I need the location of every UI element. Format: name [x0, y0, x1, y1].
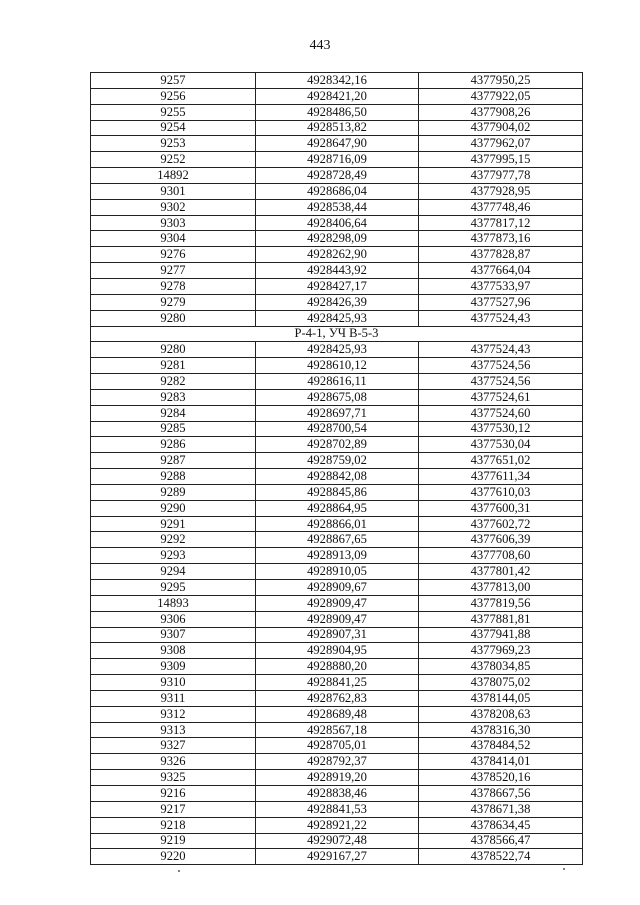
- x-coordinate-cell: 4928486,50: [256, 104, 419, 120]
- y-coordinate-cell: 4378667,56: [419, 785, 583, 801]
- table-row: [91, 469, 583, 485]
- y-coordinate-cell: 4378520,16: [419, 770, 583, 786]
- table-row: [91, 342, 583, 358]
- y-coordinate-cell: 4378671,38: [419, 801, 583, 817]
- x-coordinate-cell: 4928880,20: [256, 659, 419, 675]
- point-number-cell: 9306: [91, 611, 256, 627]
- point-number-cell: 9287: [91, 453, 256, 469]
- point-number-cell: 9280: [91, 342, 256, 358]
- table-row: [91, 722, 583, 738]
- point-number-cell: 9281: [91, 358, 256, 374]
- x-coordinate-cell: 4928838,46: [256, 785, 419, 801]
- x-coordinate-cell: 4928406,64: [256, 215, 419, 231]
- y-coordinate-cell: 4377995,15: [419, 152, 583, 168]
- x-coordinate-cell: 4928700,54: [256, 421, 419, 437]
- x-coordinate-cell: 4928845,86: [256, 484, 419, 500]
- x-coordinate-cell: 4928616,11: [256, 374, 419, 390]
- table-row: [91, 532, 583, 548]
- x-coordinate-cell: 4928262,90: [256, 247, 419, 263]
- table-row: [91, 374, 583, 390]
- section-title: Р-4-1, УЧ В-5-3: [91, 326, 583, 342]
- x-coordinate-cell: 4928697,71: [256, 405, 419, 421]
- x-coordinate-cell: 4928610,12: [256, 358, 419, 374]
- point-number-cell: 9325: [91, 770, 256, 786]
- y-coordinate-cell: 4377904,02: [419, 120, 583, 136]
- point-number-cell: 9256: [91, 88, 256, 104]
- x-coordinate-cell: 4928675,08: [256, 389, 419, 405]
- y-coordinate-cell: 4377819,56: [419, 595, 583, 611]
- y-coordinate-cell: 4378208,63: [419, 706, 583, 722]
- table-row: [91, 168, 583, 184]
- y-coordinate-cell: 4378634,45: [419, 817, 583, 833]
- point-number-cell: 9293: [91, 548, 256, 564]
- x-coordinate-cell: 4928910,05: [256, 564, 419, 580]
- table-row: [91, 770, 583, 786]
- y-coordinate-cell: 4377908,26: [419, 104, 583, 120]
- x-coordinate-cell: 4928716,09: [256, 152, 419, 168]
- point-number-cell: 9285: [91, 421, 256, 437]
- table-row: [91, 389, 583, 405]
- table-row: [91, 690, 583, 706]
- point-number-cell: 9294: [91, 564, 256, 580]
- table-row: [91, 421, 583, 437]
- x-coordinate-cell: 4928841,25: [256, 675, 419, 691]
- y-coordinate-cell: 4377524,43: [419, 310, 583, 326]
- point-number-cell: 9254: [91, 120, 256, 136]
- table-row: [91, 437, 583, 453]
- x-coordinate-cell: 4928647,90: [256, 136, 419, 152]
- point-number-cell: 9312: [91, 706, 256, 722]
- point-number-cell: 9295: [91, 580, 256, 596]
- table-section-header: [91, 326, 583, 342]
- table-row: [91, 817, 583, 833]
- x-coordinate-cell: 4928425,93: [256, 342, 419, 358]
- x-coordinate-cell: 4928759,02: [256, 453, 419, 469]
- y-coordinate-cell: 4378484,52: [419, 738, 583, 754]
- x-coordinate-cell: 4928689,48: [256, 706, 419, 722]
- point-number-cell: 9304: [91, 231, 256, 247]
- y-coordinate-cell: 4377530,12: [419, 421, 583, 437]
- y-coordinate-cell: 4377600,31: [419, 500, 583, 516]
- point-number-cell: 9301: [91, 183, 256, 199]
- y-coordinate-cell: 4377524,56: [419, 374, 583, 390]
- y-coordinate-cell: 4378414,01: [419, 754, 583, 770]
- table-row: [91, 88, 583, 104]
- point-number-cell: 9292: [91, 532, 256, 548]
- table-row: [91, 516, 583, 532]
- x-coordinate-cell: 4928443,92: [256, 263, 419, 279]
- point-number-cell: 9286: [91, 437, 256, 453]
- y-coordinate-cell: 4377524,61: [419, 389, 583, 405]
- x-coordinate-cell: 4928867,65: [256, 532, 419, 548]
- point-number-cell: 9290: [91, 500, 256, 516]
- x-coordinate-cell: 4928842,08: [256, 469, 419, 485]
- scan-speck: [178, 870, 180, 872]
- table-row: [91, 833, 583, 849]
- y-coordinate-cell: 4377817,12: [419, 215, 583, 231]
- point-number-cell: 9288: [91, 469, 256, 485]
- point-number-cell: 9219: [91, 833, 256, 849]
- x-coordinate-cell: 4928728,49: [256, 168, 419, 184]
- y-coordinate-cell: 4377873,16: [419, 231, 583, 247]
- coordinates-table: [90, 72, 583, 865]
- y-coordinate-cell: 4378522,74: [419, 849, 583, 865]
- y-coordinate-cell: 4377922,05: [419, 88, 583, 104]
- point-number-cell: 9313: [91, 722, 256, 738]
- point-number-cell: 9252: [91, 152, 256, 168]
- y-coordinate-cell: 4378144,05: [419, 690, 583, 706]
- table-row: [91, 358, 583, 374]
- table-row: [91, 263, 583, 279]
- point-number-cell: 9277: [91, 263, 256, 279]
- point-number-cell: 9218: [91, 817, 256, 833]
- table-row: [91, 278, 583, 294]
- y-coordinate-cell: 4377527,96: [419, 294, 583, 310]
- point-number-cell: 9253: [91, 136, 256, 152]
- point-number-cell: 9327: [91, 738, 256, 754]
- x-coordinate-cell: 4928919,20: [256, 770, 419, 786]
- table-row: [91, 643, 583, 659]
- point-number-cell: 9257: [91, 73, 256, 89]
- table-row: [91, 152, 583, 168]
- x-coordinate-cell: 4928864,95: [256, 500, 419, 516]
- table-row: [91, 706, 583, 722]
- point-number-cell: 9309: [91, 659, 256, 675]
- point-number-cell: 9217: [91, 801, 256, 817]
- y-coordinate-cell: 4377969,23: [419, 643, 583, 659]
- x-coordinate-cell: 4928686,04: [256, 183, 419, 199]
- y-coordinate-cell: 4377828,87: [419, 247, 583, 263]
- y-coordinate-cell: 4377664,04: [419, 263, 583, 279]
- table-row: [91, 104, 583, 120]
- point-number-cell: 9284: [91, 405, 256, 421]
- x-coordinate-cell: 4928426,39: [256, 294, 419, 310]
- x-coordinate-cell: 4928921,22: [256, 817, 419, 833]
- x-coordinate-cell: 4928841,53: [256, 801, 419, 817]
- table-body-lower: [91, 342, 583, 865]
- point-number-cell: 9307: [91, 627, 256, 643]
- page-number: 443: [309, 38, 331, 53]
- point-number-cell: 9278: [91, 278, 256, 294]
- point-number-cell: 14893: [91, 595, 256, 611]
- x-coordinate-cell: 4928425,93: [256, 310, 419, 326]
- y-coordinate-cell: 4377524,43: [419, 342, 583, 358]
- x-coordinate-cell: 4928762,83: [256, 690, 419, 706]
- table-row: [91, 849, 583, 865]
- table-row: [91, 199, 583, 215]
- table-row: [91, 611, 583, 627]
- table-row: [91, 801, 583, 817]
- table-row: [91, 310, 583, 326]
- x-coordinate-cell: 4928421,20: [256, 88, 419, 104]
- table-row: [91, 659, 583, 675]
- x-coordinate-cell: 4928513,82: [256, 120, 419, 136]
- y-coordinate-cell: 4377524,60: [419, 405, 583, 421]
- table-row: [91, 675, 583, 691]
- point-number-cell: 9282: [91, 374, 256, 390]
- table-row: [91, 294, 583, 310]
- table-row: [91, 738, 583, 754]
- section-row: [91, 326, 583, 342]
- table-row: [91, 785, 583, 801]
- point-number-cell: 9289: [91, 484, 256, 500]
- x-coordinate-cell: 4928904,95: [256, 643, 419, 659]
- y-coordinate-cell: 4377941,88: [419, 627, 583, 643]
- y-coordinate-cell: 4377928,95: [419, 183, 583, 199]
- point-number-cell: 9326: [91, 754, 256, 770]
- x-coordinate-cell: 4928342,16: [256, 73, 419, 89]
- y-coordinate-cell: 4377610,03: [419, 484, 583, 500]
- table-row: [91, 215, 583, 231]
- y-coordinate-cell: 4377708,60: [419, 548, 583, 564]
- point-number-cell: 9279: [91, 294, 256, 310]
- x-coordinate-cell: 4928702,89: [256, 437, 419, 453]
- y-coordinate-cell: 4377881,81: [419, 611, 583, 627]
- y-coordinate-cell: 4377813,00: [419, 580, 583, 596]
- y-coordinate-cell: 4377801,42: [419, 564, 583, 580]
- x-coordinate-cell: 4928909,47: [256, 611, 419, 627]
- x-coordinate-cell: 4928298,09: [256, 231, 419, 247]
- y-coordinate-cell: 4377533,97: [419, 278, 583, 294]
- point-number-cell: 14892: [91, 168, 256, 184]
- x-coordinate-cell: 4928705,01: [256, 738, 419, 754]
- y-coordinate-cell: 4377748,46: [419, 199, 583, 215]
- y-coordinate-cell: 4377977,78: [419, 168, 583, 184]
- point-number-cell: 9308: [91, 643, 256, 659]
- y-coordinate-cell: 4377962,07: [419, 136, 583, 152]
- x-coordinate-cell: 4928909,47: [256, 595, 419, 611]
- x-coordinate-cell: 4928538,44: [256, 199, 419, 215]
- x-coordinate-cell: 4928427,17: [256, 278, 419, 294]
- y-coordinate-cell: 4378075,02: [419, 675, 583, 691]
- y-coordinate-cell: 4377950,25: [419, 73, 583, 89]
- y-coordinate-cell: 4378566,47: [419, 833, 583, 849]
- table-row: [91, 564, 583, 580]
- table-row: [91, 580, 583, 596]
- y-coordinate-cell: 4378316,30: [419, 722, 583, 738]
- x-coordinate-cell: 4928907,31: [256, 627, 419, 643]
- table-row: [91, 754, 583, 770]
- y-coordinate-cell: 4377651,02: [419, 453, 583, 469]
- point-number-cell: 9220: [91, 849, 256, 865]
- x-coordinate-cell: 4929072,48: [256, 833, 419, 849]
- x-coordinate-cell: 4928909,67: [256, 580, 419, 596]
- table-row: [91, 627, 583, 643]
- table-row: [91, 548, 583, 564]
- table-row: [91, 484, 583, 500]
- x-coordinate-cell: 4928913,09: [256, 548, 419, 564]
- table-row: [91, 183, 583, 199]
- table-row: [91, 120, 583, 136]
- y-coordinate-cell: 4377530,04: [419, 437, 583, 453]
- table-row: [91, 247, 583, 263]
- table-row: [91, 453, 583, 469]
- table-row: [91, 231, 583, 247]
- x-coordinate-cell: 4928567,18: [256, 722, 419, 738]
- y-coordinate-cell: 4377606,39: [419, 532, 583, 548]
- y-coordinate-cell: 4377602,72: [419, 516, 583, 532]
- table-row: [91, 500, 583, 516]
- table-row: [91, 73, 583, 89]
- x-coordinate-cell: 4928866,01: [256, 516, 419, 532]
- y-coordinate-cell: 4377611,34: [419, 469, 583, 485]
- point-number-cell: 9280: [91, 310, 256, 326]
- table-row: [91, 405, 583, 421]
- point-number-cell: 9276: [91, 247, 256, 263]
- point-number-cell: 9291: [91, 516, 256, 532]
- table-body-upper: [91, 73, 583, 327]
- point-number-cell: 9303: [91, 215, 256, 231]
- point-number-cell: 9283: [91, 389, 256, 405]
- y-coordinate-cell: 4378034,85: [419, 659, 583, 675]
- table-row: [91, 595, 583, 611]
- point-number-cell: 9311: [91, 690, 256, 706]
- x-coordinate-cell: 4928792,37: [256, 754, 419, 770]
- point-number-cell: 9216: [91, 785, 256, 801]
- table-row: [91, 136, 583, 152]
- point-number-cell: 9255: [91, 104, 256, 120]
- point-number-cell: 9302: [91, 199, 256, 215]
- x-coordinate-cell: 4929167,27: [256, 849, 419, 865]
- y-coordinate-cell: 4377524,56: [419, 358, 583, 374]
- point-number-cell: 9310: [91, 675, 256, 691]
- scan-speck: [563, 868, 565, 870]
